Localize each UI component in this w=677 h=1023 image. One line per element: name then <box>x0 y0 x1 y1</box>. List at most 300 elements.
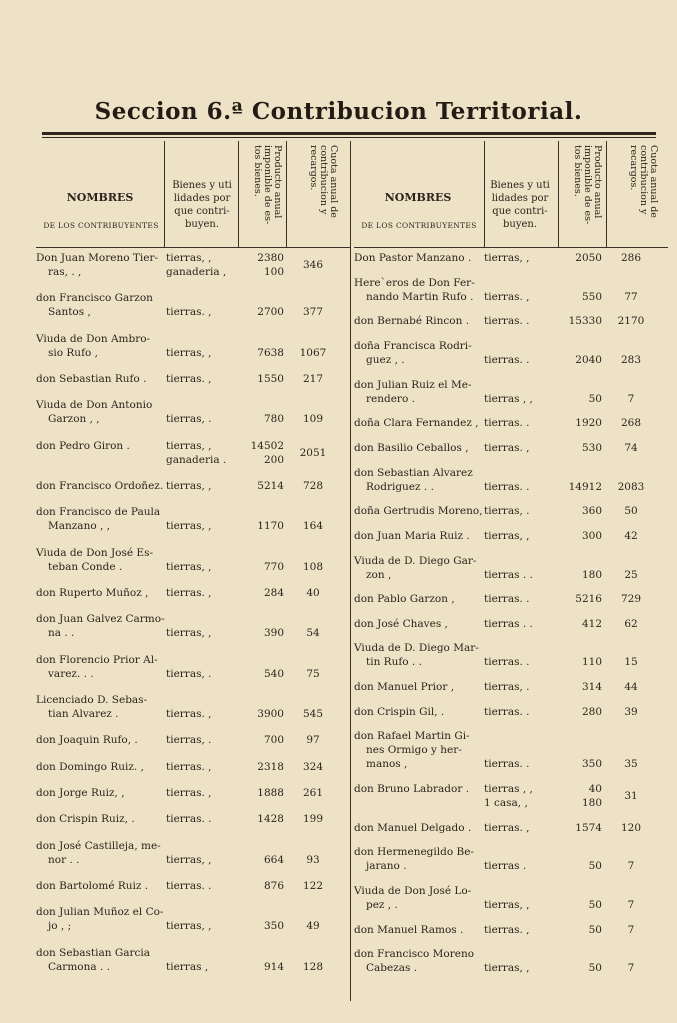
contributor-name <box>354 729 484 771</box>
table-row <box>36 839 350 867</box>
producto-value: 390 <box>263 627 284 640</box>
table-row <box>36 946 350 974</box>
producto-value: 2050 <box>575 252 602 264</box>
table-row <box>354 251 668 265</box>
producto-cell <box>554 504 602 518</box>
producto-value: 350 <box>581 758 602 771</box>
contributor-name-line: Don Pastor Manzano . <box>354 252 472 264</box>
contributor-name-line: don Bernabé Rincon . <box>354 315 470 328</box>
producto-cell <box>236 960 284 974</box>
bienes-line: tierras. . <box>484 758 530 771</box>
producto-value: 770 <box>263 560 284 573</box>
producto-value: 1170 <box>257 520 284 533</box>
table-row <box>354 592 668 606</box>
table-row <box>36 760 350 774</box>
right-column <box>354 141 668 1001</box>
producto-cell <box>236 919 284 933</box>
bienes-line: tierras, , <box>484 529 530 542</box>
contributor-name-line: Here`eros de Don Fer- <box>354 276 475 289</box>
producto-cell <box>554 568 602 582</box>
bienes-line: tierras. , <box>166 760 212 773</box>
contributor-name-line: don Bartolomé Ruiz . <box>36 880 149 892</box>
header-separator <box>286 141 287 247</box>
contributor-name-line: Licenciado D. Sebas- <box>36 694 148 706</box>
producto-cell <box>236 879 284 893</box>
contributor-name <box>354 251 484 265</box>
producto-cell <box>554 314 602 328</box>
producto-value: 300 <box>581 529 602 542</box>
header-nombres: NOMBRES <box>384 191 452 204</box>
producto-value: 540 <box>263 667 284 680</box>
cuota-value: 35 <box>624 758 638 771</box>
bienes-line: tierras. . <box>484 417 530 430</box>
contributor-name-line: don Juan Galvez Carmo- <box>36 613 165 626</box>
contributor-name-line: nes Ormigo y her- <box>366 744 462 757</box>
producto-cell <box>236 812 284 826</box>
header-bienes-line: Bienes y uti <box>172 180 232 191</box>
producto-value: 360 <box>581 505 602 518</box>
cuota-value: 324 <box>302 760 324 773</box>
contributor-name-line: pez , . <box>366 899 398 912</box>
producto-value: 284 <box>263 587 284 599</box>
contributor-name-line: Don Juan Moreno Tier- <box>36 252 159 264</box>
producto-value: 664 <box>263 853 284 866</box>
table-row <box>36 812 350 826</box>
contributor-name-line: don Jorge Ruiz, , <box>36 787 125 799</box>
contributor-name <box>36 879 166 893</box>
contributor-name-line: sio Rufo , <box>48 346 98 359</box>
contributor-name-line: manos , <box>366 758 408 771</box>
producto-value: 180 <box>581 797 602 810</box>
contributor-name <box>354 884 484 912</box>
producto-cell <box>236 786 284 800</box>
producto-value: 15330 <box>568 315 602 328</box>
table-row <box>36 733 350 747</box>
contributor-name-line: ras, . , <box>48 266 82 278</box>
cuota-value: 122 <box>302 880 324 892</box>
contributor-name-line: Viuda de Don José Lo- <box>354 885 472 898</box>
producto-value: 40 <box>588 783 602 796</box>
contributor-name-line: don José Chaves , <box>354 617 448 630</box>
bienes-line: tierras . . <box>484 617 533 630</box>
producto-cell <box>554 617 602 631</box>
bienes-line: ganaderia . <box>166 453 227 466</box>
producto-cell <box>554 290 602 304</box>
left-column <box>36 141 350 1001</box>
table-row <box>354 729 668 771</box>
table-row <box>36 879 350 893</box>
cuota-value: 120 <box>620 821 642 834</box>
producto-cell <box>554 392 602 406</box>
contributor-name-line: doña Clara Fernandez , <box>354 417 479 430</box>
cuota-value: 54 <box>306 627 320 640</box>
bienes-line: tierras, . <box>484 681 530 694</box>
cuota-value: 15 <box>624 656 638 669</box>
contributor-name-line: Garzon , , <box>48 413 100 426</box>
contributor-name <box>36 733 166 747</box>
contributor-name-line: jarano . <box>366 860 407 873</box>
header-producto: Producto anual imponible de es- tos bienes. <box>252 145 283 225</box>
contributor-name <box>354 782 484 796</box>
bienes-line: tierras. , <box>484 821 530 834</box>
table-row <box>36 479 350 493</box>
contributor-name-line: Viuda de D. Diego Gar- <box>354 554 477 567</box>
contributor-name <box>36 612 166 640</box>
bienes-line: tierras. . <box>484 480 530 493</box>
table-row <box>354 923 668 937</box>
contributor-name-line: rendero . <box>366 392 415 405</box>
bienes-line: tierras. . <box>484 315 530 328</box>
contributor-name-line: Viuda de Don Ambro- <box>36 332 151 345</box>
table-row <box>354 782 668 810</box>
producto-value: 2318 <box>257 760 284 773</box>
producto-value: 200 <box>263 453 284 466</box>
table-row <box>36 586 350 600</box>
contributor-name-line: don Manuel Prior , <box>354 681 455 694</box>
cuota-value: 74 <box>624 441 638 454</box>
contributor-name <box>36 479 166 493</box>
cuota-value: 109 <box>302 413 324 426</box>
producto-cell <box>236 667 284 681</box>
table-row <box>354 416 668 430</box>
contributor-name <box>36 812 166 826</box>
bienes-line: tierras, , <box>166 439 212 452</box>
bienes-line: tierras. . <box>484 705 530 718</box>
producto-cell <box>554 782 602 810</box>
cuota-value: 1067 <box>299 346 327 359</box>
table-row <box>36 291 350 319</box>
contributor-name-line: tian Alvarez . <box>48 708 119 720</box>
bienes-line: tierras, , <box>166 346 212 359</box>
table-row <box>354 276 668 304</box>
contributor-name-line: don Francisco Moreno <box>354 948 475 961</box>
contributor-name <box>354 339 484 367</box>
contributor-name <box>354 923 484 937</box>
producto-cell <box>554 961 602 975</box>
table-row <box>36 786 350 800</box>
contributor-name <box>354 947 484 975</box>
contributor-name-line: don Manuel Ramos . <box>354 923 464 936</box>
contributor-name <box>354 554 484 582</box>
bienes-line: tierras, , <box>166 480 212 492</box>
producto-value: 50 <box>588 860 602 873</box>
producto-value: 180 <box>581 568 602 581</box>
header-bienes-line: lidades por <box>173 193 231 204</box>
table-row <box>354 466 668 494</box>
contributor-name-line: don Hermenegildo Be- <box>354 846 474 859</box>
contributor-name-line: don José Castilleja, me- <box>36 839 161 852</box>
producto-cell <box>554 923 602 937</box>
cuota-value: 25 <box>624 568 638 581</box>
contributor-name-line: don Crispin Gil, . <box>354 705 445 718</box>
cuota-value: 75 <box>306 667 320 680</box>
producto-cell <box>236 372 284 386</box>
cuota-value: 199 <box>302 813 324 826</box>
table-row <box>354 705 668 719</box>
contributor-name <box>36 760 166 774</box>
table-row <box>36 653 350 681</box>
producto-cell <box>554 655 602 669</box>
table-row <box>36 693 350 721</box>
header-cuota: Cuota anual de contribucion y recargos. <box>308 145 339 218</box>
bienes-line: tierras, . <box>166 667 212 680</box>
cuota-value: 128 <box>302 960 324 973</box>
bienes-line: tierras, , <box>166 627 212 640</box>
cuota-value: 77 <box>624 290 638 303</box>
table-row <box>36 398 350 426</box>
bienes-line: tierras, , <box>166 920 212 933</box>
header-bienes-line: buyen. <box>502 219 538 230</box>
contributor-name-line: don Crispin Ruiz, . <box>36 813 135 826</box>
cuota-value: 97 <box>306 734 320 747</box>
contributor-name-line: Viuda de Don José Es- <box>36 546 154 559</box>
table-row <box>36 439 350 467</box>
contributor-name-line: don Basilio Ceballos , <box>354 441 469 454</box>
cuota-value: 7 <box>627 899 635 912</box>
cuota-value: 7 <box>627 962 635 975</box>
cuota-value: 39 <box>624 705 638 718</box>
bienes-line: ganaderia , <box>166 266 227 278</box>
header-separator <box>558 141 559 247</box>
producto-value: 2040 <box>575 353 602 366</box>
contributor-name-line: nor . . <box>48 853 80 866</box>
producto-value: 2700 <box>257 306 284 319</box>
contributor-name <box>354 466 484 494</box>
table-row <box>354 339 668 367</box>
producto-value: 50 <box>588 392 602 405</box>
bienes-line: tierras, . <box>166 734 212 747</box>
cuota-value: 728 <box>302 480 324 492</box>
header-separator <box>164 141 165 247</box>
producto-value: 350 <box>263 920 284 933</box>
contributor-name-line: don Manuel Delgado . <box>354 821 472 834</box>
contributor-name <box>36 398 166 426</box>
contributor-name-line: varez. . . <box>48 667 94 680</box>
contributor-name-line: don Julian Muñoz el Co- <box>36 906 164 919</box>
bienes-line: tierras. , <box>166 587 212 599</box>
contributor-name-line: don Joaquin Rufo, . <box>36 734 138 747</box>
cuota-value: 93 <box>306 853 320 866</box>
contributor-name-line: Viuda de Don Antonio <box>36 399 153 412</box>
cuota-value: 31 <box>624 790 638 803</box>
contributor-name <box>354 529 484 543</box>
contributor-name-line: don Rafael Martin Gi- <box>354 730 470 743</box>
right-header <box>354 141 668 248</box>
title-rule-thick <box>42 132 656 135</box>
contributor-name <box>36 653 166 681</box>
bienes-line: tierras. , <box>166 306 212 319</box>
bienes-line: tierras. , <box>484 923 530 936</box>
contributor-name-line: don Florencio Prior Al- <box>36 653 158 666</box>
producto-value: 280 <box>581 705 602 718</box>
producto-cell <box>554 680 602 694</box>
header-separator <box>238 141 239 247</box>
contributor-name-line: don Domingo Ruiz. , <box>36 760 144 773</box>
header-separator <box>606 141 607 247</box>
column-divider <box>350 141 351 1001</box>
producto-cell <box>236 439 284 467</box>
producto-value: 314 <box>581 681 602 694</box>
cuota-value: 62 <box>624 617 638 630</box>
bienes-line: tierras. , <box>484 441 530 454</box>
contributor-name <box>354 314 484 328</box>
header-bienes-line: buyen. <box>184 219 220 230</box>
cuota-value: 7 <box>627 860 635 873</box>
producto-value: 780 <box>263 413 284 426</box>
header-nombres-sub: DE LOS CONTRIBUYENTES <box>43 221 159 230</box>
cuota-value: 7 <box>627 923 635 936</box>
cuota-value: 7 <box>627 392 635 405</box>
producto-value: 14502 <box>250 439 284 452</box>
table-row <box>36 332 350 360</box>
contributor-name-line: guez , . <box>366 353 405 366</box>
producto-value: 3900 <box>257 708 284 720</box>
header-bienes <box>484 179 556 231</box>
producto-cell <box>236 853 284 867</box>
producto-cell <box>236 560 284 574</box>
cuota-value: 2170 <box>617 315 645 328</box>
contributor-name <box>36 372 166 386</box>
producto-cell <box>554 251 602 265</box>
producto-cell <box>236 305 284 319</box>
producto-cell <box>236 479 284 493</box>
bienes-line: tierras. , <box>166 787 212 799</box>
producto-value: 1920 <box>575 417 602 430</box>
contributor-name <box>354 441 484 455</box>
table-row <box>354 884 668 912</box>
cuota-value: 42 <box>624 529 638 542</box>
producto-cell <box>554 592 602 606</box>
producto-cell <box>236 586 284 600</box>
producto-value: 7638 <box>257 346 284 359</box>
cuota-value: 2083 <box>617 480 645 493</box>
table-row <box>354 617 668 631</box>
contributor-name <box>36 291 166 319</box>
producto-cell <box>554 705 602 719</box>
producto-value: 50 <box>588 923 602 936</box>
contributor-name-line: zon , <box>366 568 392 581</box>
table-row <box>354 641 668 669</box>
bienes-line: tierras, , <box>166 853 212 866</box>
cuota-value: 108 <box>302 560 324 573</box>
contributor-name <box>354 845 484 873</box>
bienes-line: tierras, , <box>484 252 530 264</box>
contributor-name-line: don Bruno Labrador . <box>354 783 470 796</box>
contributor-name-line: don Pablo Garzon , <box>354 593 455 606</box>
table-row <box>36 251 350 279</box>
producto-value: 110 <box>581 656 602 669</box>
contributor-name <box>36 546 166 574</box>
bienes-line: tierras, , <box>166 560 212 573</box>
contributor-name <box>36 786 166 800</box>
bienes-line: tierras. , <box>166 373 212 385</box>
bienes-line: tierras , , <box>484 392 533 405</box>
table-row <box>354 378 668 406</box>
bienes-line: tierras. , <box>484 290 530 303</box>
bienes-line: tierras. . <box>166 813 212 826</box>
cuota-value: 268 <box>620 417 642 430</box>
cuota-value: 261 <box>302 787 324 799</box>
contributor-name-line: don Francisco de Paula <box>36 506 161 519</box>
contributor-name-line: Santos , <box>48 306 91 319</box>
page-title: Seccion 6.ª Contribucion Territorial. <box>94 98 583 125</box>
bienes-line: tierras, . <box>484 505 530 518</box>
contributor-name-line: don Francisco Ordoñez. <box>36 480 164 492</box>
producto-value: 914 <box>263 960 284 973</box>
contributor-name-line: don Sebastian Rufo . <box>36 373 147 385</box>
table-row <box>354 845 668 873</box>
header-bienes-line: lidades por <box>491 193 549 204</box>
contributor-name <box>354 504 484 518</box>
title-rule-thin <box>42 137 656 138</box>
contributor-name-line: Viuda de D. Diego Mar- <box>354 642 479 655</box>
header-producto: Producto anual imponible de es- tos bienes. <box>572 145 603 225</box>
contributor-name <box>36 332 166 360</box>
bienes-line: tierras, , <box>484 962 530 975</box>
contributor-name <box>354 276 484 304</box>
table-row <box>36 612 350 640</box>
producto-cell <box>554 480 602 494</box>
producto-value: 1888 <box>257 787 284 799</box>
bienes-line: tierras. . <box>484 656 530 669</box>
producto-value: 876 <box>263 880 284 892</box>
contributor-name <box>354 592 484 606</box>
producto-value: 2380 <box>257 252 284 264</box>
table-row <box>36 372 350 386</box>
header-cuota: Cuota anual de contribucion y recargos. <box>628 145 659 218</box>
bienes-line: tierras, . <box>166 413 212 426</box>
bienes-line: tierras . . <box>484 568 533 581</box>
contributor-name-line: don Francisco Garzon <box>36 292 153 305</box>
contributor-name <box>354 416 484 430</box>
table-row <box>354 680 668 694</box>
table-row <box>354 504 668 518</box>
contributor-name <box>36 946 166 974</box>
table-row <box>354 441 668 455</box>
producto-cell <box>236 760 284 774</box>
header-nombres: NOMBRES <box>66 191 134 204</box>
producto-cell <box>554 416 602 430</box>
producto-cell <box>236 346 284 360</box>
contributor-name <box>36 505 166 533</box>
contributor-name <box>354 680 484 694</box>
contributor-name-line: don Ruperto Muñoz , <box>36 587 149 599</box>
bienes-line: 1 casa, , <box>484 797 528 810</box>
cuota-value: 283 <box>620 353 642 366</box>
bienes-line: tierras. . <box>484 353 530 366</box>
cuota-value: 49 <box>306 920 320 933</box>
producto-cell <box>236 412 284 426</box>
header-nombres-sub: DE LOS CONTRIBUYENTES <box>361 221 477 230</box>
bienes-line: tierras. , <box>166 708 212 720</box>
producto-value: 100 <box>263 266 284 278</box>
bienes-line: tierras, , <box>484 899 530 912</box>
bienes-line: tierras. . <box>484 593 530 606</box>
producto-value: 530 <box>581 441 602 454</box>
table-row <box>354 529 668 543</box>
contributor-name <box>36 905 166 933</box>
cuota-value: 2051 <box>299 446 327 459</box>
producto-value: 50 <box>588 962 602 975</box>
producto-cell <box>236 707 284 721</box>
cuota-value: 545 <box>302 708 324 720</box>
producto-cell <box>554 821 602 835</box>
contributor-name <box>354 641 484 669</box>
producto-value: 14912 <box>568 480 602 493</box>
bienes-line: tierras . <box>484 860 527 873</box>
contributor-name <box>354 821 484 835</box>
contributor-name-line: jo , ; <box>48 920 72 933</box>
